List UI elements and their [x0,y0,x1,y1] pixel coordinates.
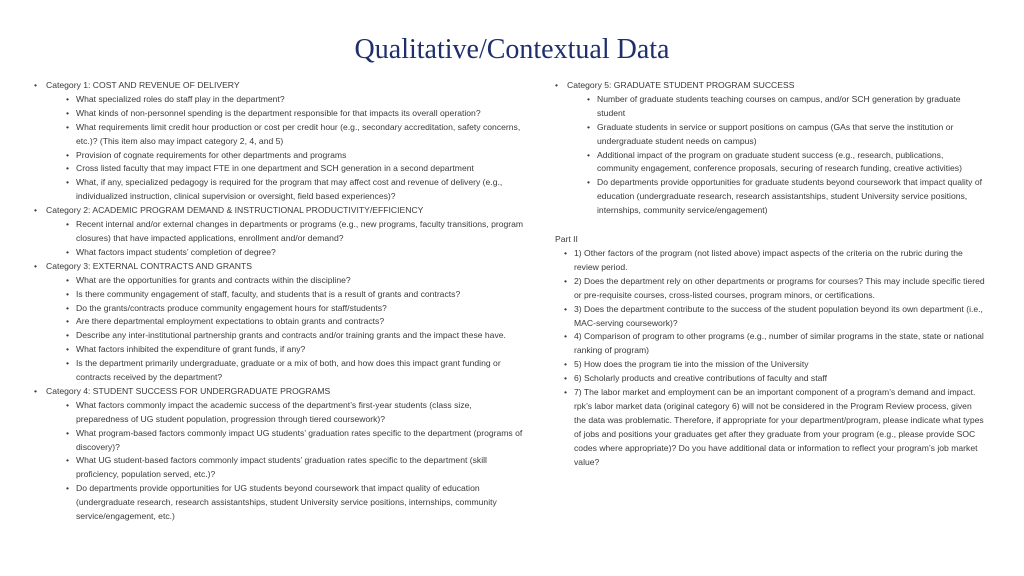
list-item: • Additional impact of the program on graduate student success (e.g., research, publications, community engagement, conference proposals, securing of research funding, creative activities) [567,149,985,177]
list-item: • What factors inhibited the expenditure of grant funds, if any? [46,343,524,357]
part-two-list [555,247,985,470]
list-item: • 1) Other factors of the program (not listed above) impact aspects of the criteria on the rubric during the review period. [555,247,985,275]
right-column [555,79,985,469]
list-item: • What requirements limit credit hour production or cost per credit hour (e.g., secondary accreditation, safety concerns, etc.)? (This item also may impact category 2, 4, and 5) [46,121,524,149]
list-item: • What UG student-based factors commonly impact students’ graduation rates specific to the department (skill proficiency, population served, etc.)? [46,454,524,482]
list-item: • What program-based factors commonly impact UG students’ graduation rates specific to the department (programs of discovery)? [46,427,524,455]
list-item: • 2) Does the department rely on other departments or programs for courses? This may include specific tiered or pre-requisite courses, cross-listed courses, program minors, or certifications. [555,275,985,303]
list-item: • 5) How does the program tie into the mission of the University [555,358,985,372]
page-title: Qualitative/Contextual Data [354,34,670,65]
list-item: • Do the grants/contracts produce community engagement hours for staff/students? [46,302,524,316]
list-item: • Is there community engagement of staff, faculty, and students that is a result of grants and contracts? [46,288,524,302]
category-list [555,79,985,218]
category-item [34,260,524,385]
category-list [34,79,524,524]
question-list [46,93,524,204]
list-item: • What specialized roles do staff play in the department? [46,93,524,107]
category-label: Category 2: ACADEMIC PROGRAM DEMAND & INSTRUCTIONAL PRODUCTIVITY/EFFICIENCY [46,205,424,216]
list-item: • Do departments provide opportunities for graduate students beyond coursework that impact quality of education (undergraduate research, research assistantships, student University service positions, internships, community service/engagement) [567,176,985,218]
list-item: • What kinds of non-personnel spending is the department responsible for that impacts its overall operation? [46,107,524,121]
list-item: • Provision of cognate requirements for other departments and programs [46,149,524,163]
left-column [34,79,524,524]
category-item [555,79,985,218]
list-item: • What, if any, specialized pedagogy is required for the program that may affect cost and revenue of delivery (e.g., individualized instruction, clinical supervision or oversight, field based experiences)? [46,176,524,204]
list-item: • 4) Comparison of program to other programs (e.g., number of similar programs in the state, state or national ranking of program) [555,330,985,358]
list-item: • Number of graduate students teaching courses on campus, and/or SCH generation by graduate student [567,93,985,121]
list-item: • Do departments provide opportunities for UG students beyond coursework that impact quality of education (undergraduate research, research assistantships, student University service positions, internships, community service/engagement, etc.) [46,482,524,524]
list-item: • Are there departmental employment expectations to obtain grants and contracts? [46,315,524,329]
question-list [46,274,524,385]
list-item: • What factors impact students’ completion of degree? [46,246,524,260]
list-item: • 7) The labor market and employment can be an important component of a program’s demand and impact. rpk’s labor market data (original category 6) will not be considered in the Program Review process, given the data was problematic. Therefore, if appropriate for your department/program, please indicate what types of jobs and positions your graduates get after they graduate from your program (e.g., please provide SOC codes where appropriate)? Do you have additional data or information to reflect your program’s job market value? [555,386,985,469]
list-item: • What are the opportunities for grants and contracts within the discipline? [46,274,524,288]
category-label: Category 5: GRADUATE STUDENT PROGRAM SUCCESS [567,80,795,90]
list-item: • Cross listed faculty that may impact FTE in one department and SCH generation in a second department [46,162,524,176]
list-item: • Is the department primarily undergraduate, graduate or a mix of both, and how does this impact grant funding or contracts received by the department? [46,357,524,385]
list-item: • Describe any inter-institutional partnership grants and contracts and/or training grants and the impact these have. [46,329,524,343]
category-label: Category 4: STUDENT SUCCESS FOR UNDERGRADUATE PROGRAMS [46,385,331,396]
list-item: • 3) Does the department contribute to the success of the student population beyond its own department (i.e., MAC-serving coursework)? [555,303,985,331]
category-item [34,79,524,204]
category-label: Category 1: COST AND REVENUE OF DELIVERY [46,80,240,90]
part-two-heading: Part II [555,234,578,245]
list-item: • Recent internal and/or external changes in departments or programs (e.g., new programs, faculty transitions, program closures) that have impacted applications, enrollment and/or demand? [46,218,524,246]
question-list [46,399,524,524]
category-item [34,204,524,260]
list-item: • What factors commonly impact the academic success of the department’s first-year students (class size, preparedness of UG student population, progression through tiered coursework)? [46,399,524,427]
list-item: • Graduate students in service or support positions on campus (GAs that serve the institution or undergraduate student needs on campus) [567,121,985,149]
category-item [34,385,524,524]
category-label: Category 3: EXTERNAL CONTRACTS AND GRANTS [46,260,252,271]
question-list [46,218,524,260]
question-list [567,93,985,218]
list-item: • 6) Scholarly products and creative contributions of faculty and staff [555,372,985,386]
